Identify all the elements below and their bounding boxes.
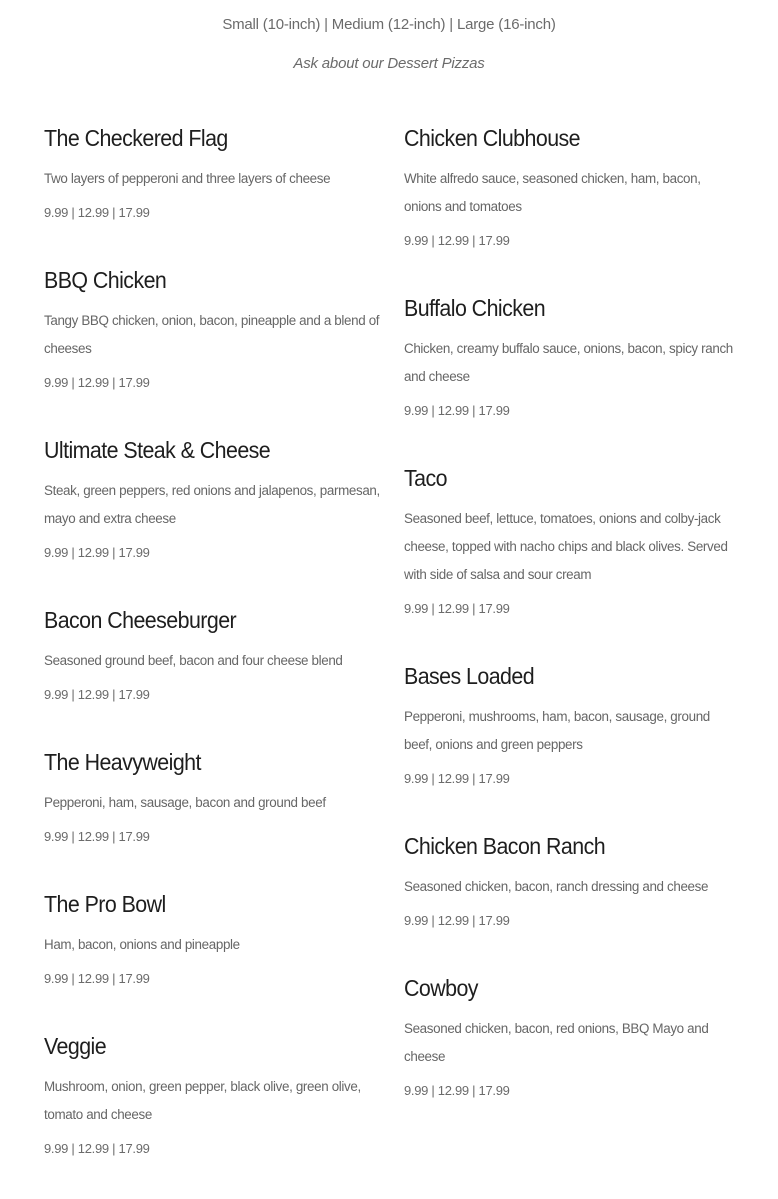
item-description: Chicken, creamy buffalo sauce, onions, bacon, spicy ranch and cheese [404, 341, 733, 384]
item-name: Chicken Bacon Ranch [404, 833, 606, 859]
menu-column-right [404, 121, 740, 1141]
item-description: Pepperoni, mushrooms, ham, bacon, sausage, ground beef, onions and green peppers [404, 709, 710, 752]
item-price: 9.99 | 12.99 | 17.99 [404, 771, 510, 786]
item-price: 9.99 | 12.99 | 17.99 [44, 829, 150, 844]
item-description: Steak, green peppers, red onions and jalapenos, parmesan, mayo and extra cheese [44, 483, 380, 526]
item-price: 9.99 | 12.99 | 17.99 [44, 1141, 150, 1156]
menu-item [404, 461, 740, 619]
item-description: Seasoned ground beef, bacon and four cheese blend [44, 653, 343, 668]
menu-item [404, 291, 740, 421]
item-name: Buffalo Chicken [404, 295, 546, 321]
item-name: Ultimate Steak & Cheese [44, 437, 271, 463]
item-description: Seasoned chicken, bacon, ranch dressing and cheese [404, 879, 709, 894]
item-price: 9.99 | 12.99 | 17.99 [404, 403, 510, 418]
item-price: 9.99 | 12.99 | 17.99 [404, 1083, 510, 1098]
item-description: Tangy BBQ chicken, onion, bacon, pineapple and a blend of cheeses [44, 313, 380, 356]
item-name: The Pro Bowl [44, 891, 166, 917]
menu-item [404, 829, 740, 931]
item-price: 9.99 | 12.99 | 17.99 [404, 233, 510, 248]
menu-item [404, 121, 740, 251]
item-description: Seasoned beef, lettuce, tomatoes, onions and colby-jack cheese, topped with nacho chips and black olives. Served with side of salsa and sour cream [404, 511, 728, 582]
menu-item [404, 659, 740, 789]
item-price: 9.99 | 12.99 | 17.99 [44, 545, 150, 560]
item-name: Cowboy [404, 975, 478, 1001]
menu-item [44, 603, 384, 705]
item-description: Ham, bacon, onions and pineapple [44, 937, 240, 952]
item-price: 9.99 | 12.99 | 17.99 [404, 601, 510, 616]
item-price: 9.99 | 12.99 | 17.99 [404, 913, 510, 928]
item-price: 9.99 | 12.99 | 17.99 [44, 687, 150, 702]
menu-item [404, 971, 740, 1101]
item-name: Veggie [44, 1033, 107, 1059]
menu-item [44, 1029, 384, 1159]
item-description: Mushroom, onion, green pepper, black olive, green olive, tomato and cheese [44, 1079, 361, 1122]
item-name: The Heavyweight [44, 749, 201, 775]
item-price: 9.99 | 12.99 | 17.99 [44, 971, 150, 986]
dessert-note: Ask about our Dessert Pizzas [293, 55, 485, 72]
item-name: BBQ Chicken [44, 267, 167, 293]
menu-column-left [44, 121, 384, 1199]
item-description: Pepperoni, ham, sausage, bacon and ground beef [44, 795, 326, 810]
item-name: Chicken Clubhouse [404, 125, 581, 151]
menu-item [44, 887, 384, 989]
item-price: 9.99 | 12.99 | 17.99 [44, 375, 150, 390]
item-description: Two layers of pepperoni and three layers of cheese [44, 171, 331, 186]
menu-item [44, 745, 384, 847]
item-name: Bacon Cheeseburger [44, 607, 237, 633]
menu-item [44, 433, 384, 563]
item-description: White alfredo sauce, seasoned chicken, ham, bacon, onions and tomatoes [404, 171, 701, 214]
item-name: Bases Loaded [404, 663, 535, 689]
menu-item [44, 263, 384, 393]
item-price: 9.99 | 12.99 | 17.99 [44, 205, 150, 220]
item-name: The Checkered Flag [44, 125, 228, 151]
item-name: Taco [404, 465, 447, 491]
menu-item [44, 121, 384, 223]
item-description: Seasoned chicken, bacon, red onions, BBQ Mayo and cheese [404, 1021, 709, 1064]
size-options: Small (10-inch) | Medium (12-inch) | Large (16-inch) [222, 16, 556, 33]
